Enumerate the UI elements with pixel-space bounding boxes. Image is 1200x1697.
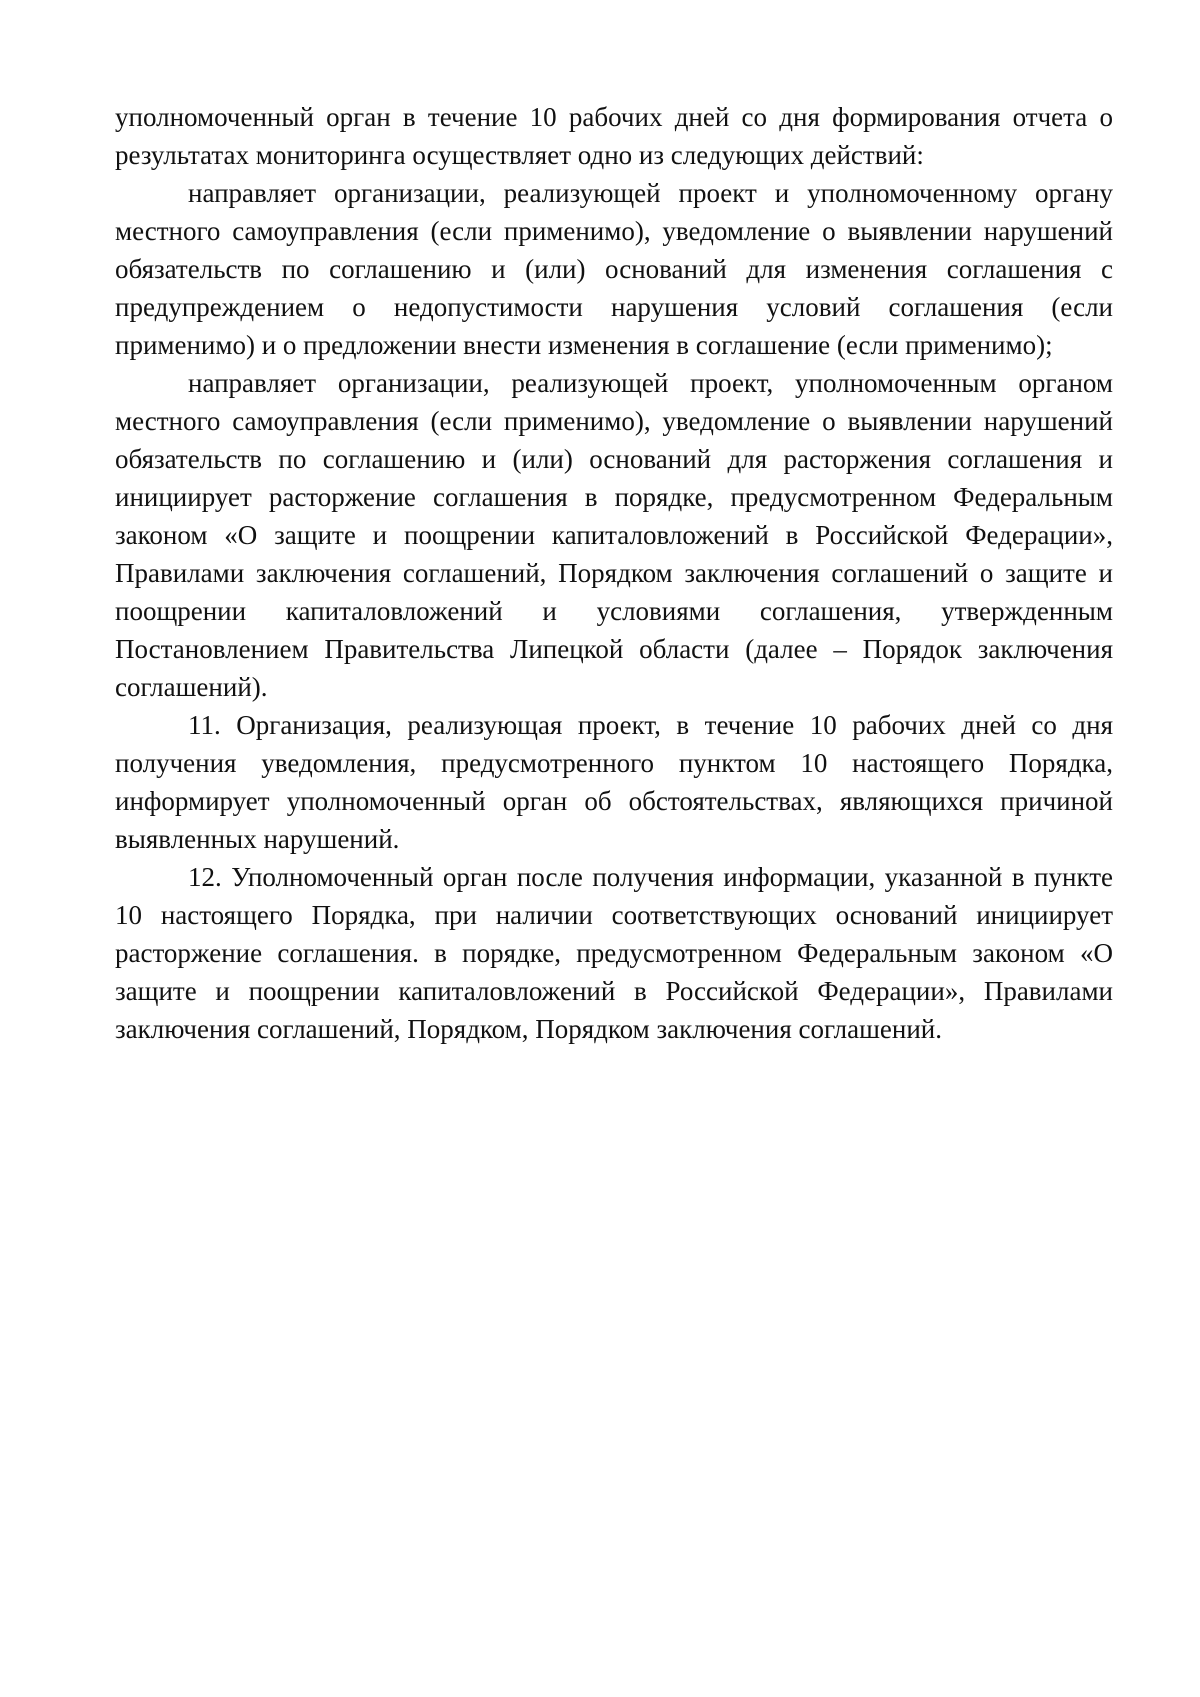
paragraph-item-12: 12. Уполномоченный орган после получения информации, указанной в пункте 10 настоящего Порядка, при наличии соответствующих оснований инициирует расторжение соглашения. в порядке, предусмотренном Федеральным законом «О защите и поощрении капиталовложений в Российской Федерации», Правилами заключения соглашений, Порядком, Порядком заключения соглашений.	[115, 862, 1113, 1044]
document-body	[115, 98, 1113, 1048]
paragraph-monitoring-actions-intro: уполномоченный орган в течение 10 рабочих дней со дня формирования отчета о результатах мониторинга осуществляет одно из следующих действий:	[115, 102, 1113, 170]
paragraph-notice-of-termination: направляет организации, реализующей проект, уполномоченным органом местного самоуправления (если применимо), уведомление о выявлении нарушений обязательств по соглашению и (или) оснований для расторжения соглашения и инициирует расторжение соглашения в порядке, предусмотренном Федеральным законом «О защите и поощрении капиталовложений в Российской Федерации», Правилами заключения соглашений, Порядком заключения соглашений о защите и поощрении капиталовложений и условиями соглашения, утвержденным Постановлением Правительства Липецкой области (далее – Порядок заключения соглашений).	[115, 368, 1113, 702]
paragraph-notice-of-amendment: направляет организации, реализующей проект и уполномоченному органу местного самоуправления (если применимо), уведомление о выявлении нарушений обязательств по соглашению и (или) оснований для изменения соглашения с предупреждением о недопустимости нарушения условий соглашения (если применимо) и о предложении внести изменения в соглашение (если применимо);	[115, 178, 1113, 360]
paragraph-item-11: 11. Организация, реализующая проект, в течение 10 рабочих дней со дня получения уведомления, предусмотренного пунктом 10 настоящего Порядка, информирует уполномоченный орган об обстоятельствах, являющихся причиной выявленных нарушений.	[115, 710, 1113, 854]
